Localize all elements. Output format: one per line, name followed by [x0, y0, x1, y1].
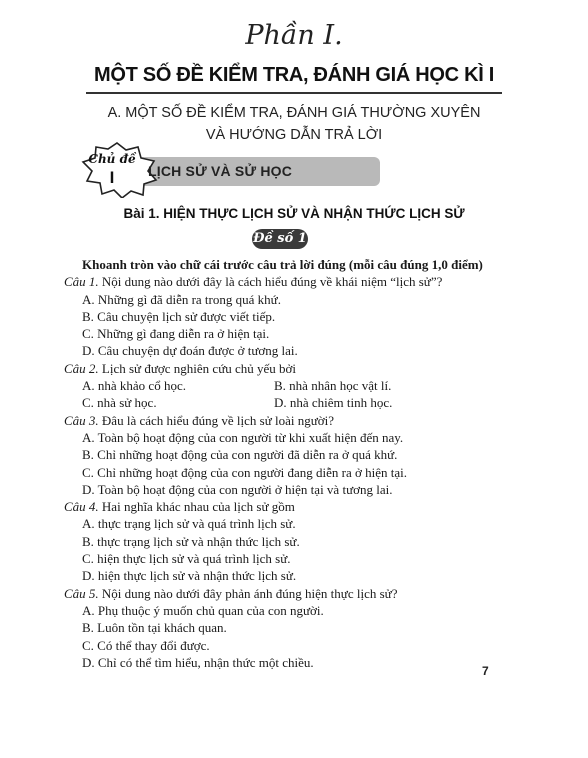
- answer-option[interactable]: A. Phụ thuộc ý muốn chủ quan của con người.: [82, 602, 324, 618]
- answer-option[interactable]: A. nhà khảo cổ học.: [82, 378, 186, 394]
- question-label: Câu 5.: [64, 585, 99, 601]
- answer-option[interactable]: C. hiện thực lịch sử và quá trình lịch sử.: [82, 551, 291, 567]
- topic-title: LỊCH SỬ VÀ SỬ HỌC: [148, 163, 293, 179]
- page-number: 7: [482, 664, 489, 678]
- answer-option[interactable]: B. nhà nhân học vật lí.: [274, 378, 392, 394]
- question-text: Nội dung nào dưới đây là cách hiểu đúng về khái niệm “lịch sử”?: [101, 274, 443, 290]
- subtitle-line-1: A. MỘT SỐ ĐỀ KIỂM TRA, ĐÁNH GIÁ THƯỜNG XUYÊN: [107, 105, 481, 121]
- answer-option[interactable]: B. Câu chuyện lịch sử được viết tiếp.: [82, 308, 276, 324]
- answer-option[interactable]: B. thực trạng lịch sử và nhận thức lịch sử.: [82, 533, 300, 549]
- answer-option[interactable]: C. nhà sử học.: [82, 395, 157, 411]
- answer-option[interactable]: C. Có thể thay đổi được.: [82, 637, 210, 653]
- question-text: Nội dung nào dưới đây phản ánh đúng hiện thực lịch sử?: [101, 585, 398, 601]
- exam-label: Đề số 1: [252, 229, 308, 249]
- main-title: MỘT SỐ ĐỀ KIỂM TRA, ĐÁNH GIÁ HỌC KÌ I: [93, 64, 494, 86]
- question-text: Đâu là cách hiểu đúng về lịch sử loài người?: [101, 412, 335, 428]
- question-3: [64, 412, 504, 498]
- question-text: Lịch sử được nghiên cứu chủ yếu bởi: [101, 360, 297, 376]
- question-label: Câu 4.: [64, 499, 99, 515]
- answer-option[interactable]: D. hiện thực lịch sử và nhận thức lịch sử.: [82, 568, 297, 584]
- lesson-title: Bài 1. HIỆN THỰC LỊCH SỬ VÀ NHẬN THỨC LỊCH SỬ: [123, 206, 465, 221]
- topic-badge-number: I: [109, 168, 115, 187]
- answer-option[interactable]: A. thực trạng lịch sử và quá trình lịch sử.: [82, 516, 296, 532]
- answer-option[interactable]: A. Toàn bộ hoạt động của con người từ khi xuất hiện đến nay.: [82, 429, 404, 445]
- question-text: Hai nghĩa khác nhau của lịch sử gồm: [101, 499, 295, 515]
- answer-option[interactable]: D. nhà chiêm tinh học.: [274, 395, 393, 411]
- part-title: Phần I.: [245, 20, 343, 51]
- answer-option[interactable]: B. Chỉ những hoạt động của con người đã diễn ra ở quá khứ.: [82, 447, 398, 463]
- question-4: [64, 498, 504, 584]
- answer-option[interactable]: C. Chỉ những hoạt động của con người đang diễn ra ở hiện tại.: [82, 464, 407, 480]
- topic-badge-label: Chủ đề: [88, 152, 136, 166]
- answer-option[interactable]: D. Toàn bộ hoạt động của con người ở hiện tại và tương lai.: [82, 481, 393, 497]
- answer-option[interactable]: D. Câu chuyện dự đoán được ở tương lai.: [82, 343, 298, 359]
- answer-option[interactable]: B. Luôn tồn tại khách quan.: [82, 620, 227, 636]
- question-list: [64, 256, 504, 671]
- question-2: [64, 360, 504, 412]
- question-1: [64, 273, 504, 359]
- question-5: [64, 585, 504, 671]
- title-divider: [86, 92, 502, 94]
- question-label: Câu 3.: [64, 412, 99, 428]
- instruction: Khoanh tròn vào chữ cái trước câu trả lời đúng (mỗi câu đúng 1,0 điểm): [82, 257, 483, 272]
- answer-option[interactable]: D. Chỉ có thể tìm hiểu, nhận thức một chiều.: [82, 654, 314, 670]
- answer-option[interactable]: A. Những gì đã diễn ra trong quá khứ.: [82, 291, 281, 307]
- question-label: Câu 1.: [64, 274, 99, 290]
- question-label: Câu 2.: [64, 360, 99, 376]
- answer-option[interactable]: C. Những gì đang diễn ra ở hiện tại.: [82, 326, 270, 342]
- subtitle-line-2: VÀ HƯỚNG DẪN TRẢ LỜI: [205, 127, 383, 143]
